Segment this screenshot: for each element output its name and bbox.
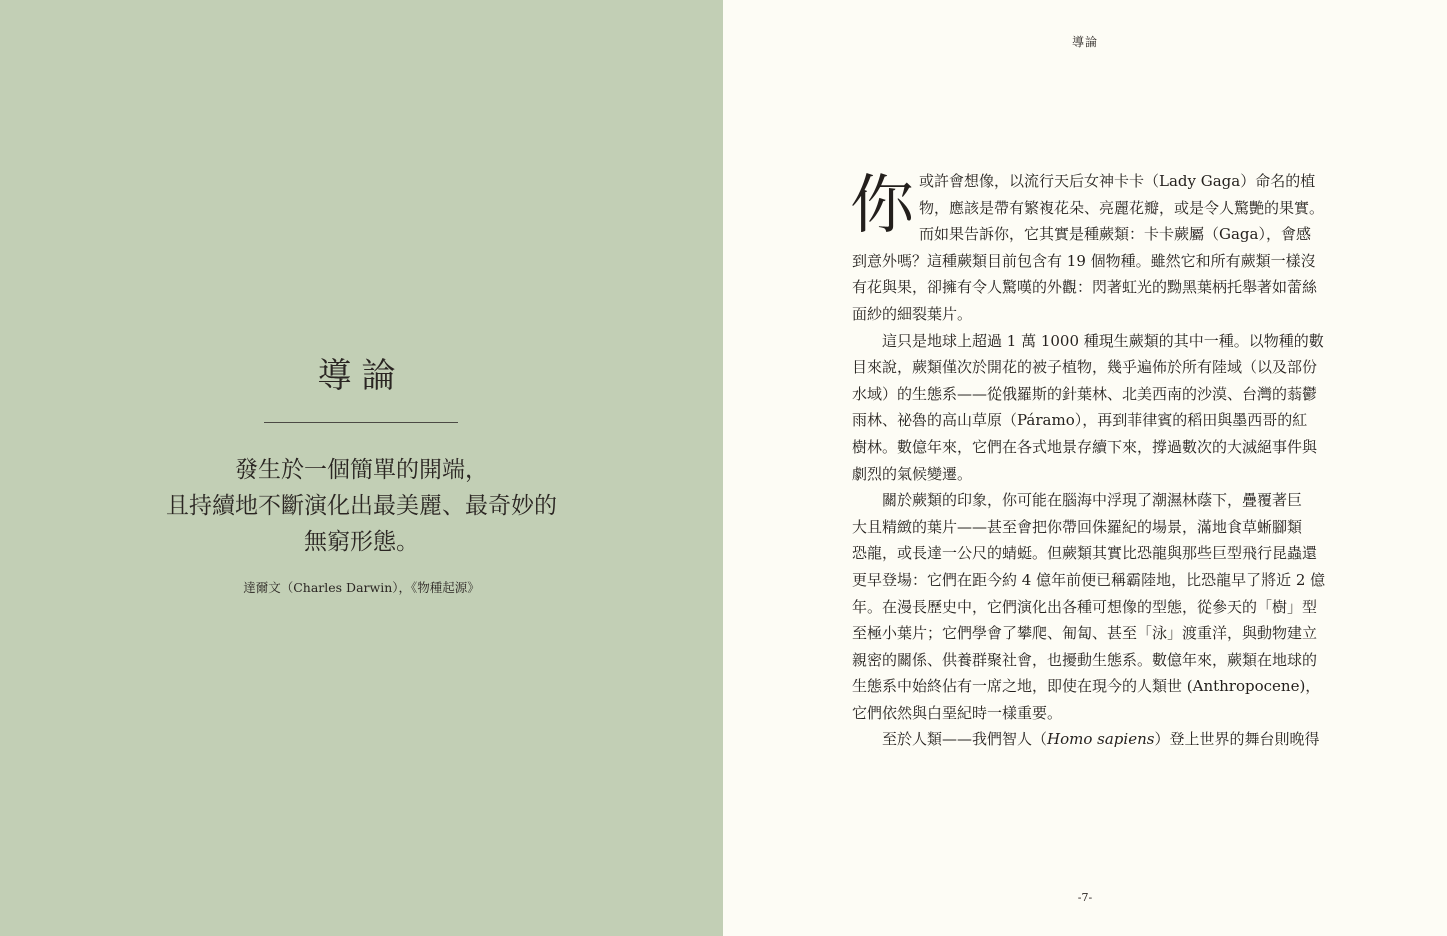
- text-line: 或許會想像，以流行天后女神卡卡（Lady Gaga）命名的植: [919, 172, 1316, 190]
- text-line: 大且精緻的葉片——甚至會把你帶回侏羅紀的場景，滿地食草蜥腳類: [852, 517, 1303, 536]
- text-line: 更早登場：它們在距今約 4 億年前便已稱霸陸地，比恐龍早了將近 2 億: [852, 570, 1326, 589]
- epigraph: [0, 452, 723, 560]
- title-divider: [264, 422, 458, 423]
- text-line: 雨林、祕魯的高山草原（Páramo），再到菲律賓的稻田與墨西哥的紅: [852, 411, 1308, 430]
- drop-cap: 你: [850, 169, 914, 243]
- text-line: 水域）的生態系——從俄羅斯的針葉林、北美西南的沙漠、台灣的蓊鬱: [852, 384, 1318, 403]
- text-span: ）登上世界的舞台則晚得: [1154, 730, 1320, 749]
- text-line: 面紗的細裂葉片。: [852, 304, 973, 323]
- epigraph-line: 無窮形態。: [304, 529, 419, 555]
- epigraph-attribution: 達爾文（Charles Darwin），《物種起源》: [243, 580, 480, 595]
- epigraph-line: 發生於一個簡單的開端，: [235, 457, 488, 483]
- text-line: 而如果告訴你，它其實是種蕨類：卡卡蕨屬（Gaga），會感: [919, 225, 1311, 244]
- text-line: 它們依然與白堊紀時一樣重要。: [852, 703, 1063, 722]
- italic-term: Homo sapiens: [1047, 730, 1155, 749]
- text-line: 親密的關係、供養群聚社會，也擾動生態系。數億年來，蕨類在地球的: [852, 650, 1318, 669]
- text-line: 樹林。數億年來，它們在各式地景存續下來，撐過數次的大滅絕事件與: [852, 437, 1318, 456]
- epigraph-line: 且持續地不斷演化出最美麗、最奇妙的: [166, 493, 557, 519]
- text-line: 年。在漫長歷史中，它們演化出各種可想像的型態，從參天的「樹」型: [852, 597, 1318, 616]
- text-line: [852, 726, 1326, 753]
- running-head: 導論: [1071, 35, 1098, 49]
- text-span: 至於人類——我們智人（: [882, 730, 1048, 749]
- left-page: [0, 0, 723, 936]
- text-line: 物，應該是帶有繁複花朵、亮麗花瓣，或是令人驚艷的果實。: [919, 198, 1325, 217]
- page-number: -7-: [1077, 891, 1093, 904]
- text-line: 這只是地球上超過 1 萬 1000 種現生蕨類的其中一種。以物種的數: [882, 331, 1324, 350]
- text-line: 恐龍，或長達一公尺的蜻蜓。但蕨類其實比恐龍與那些巨型飛行昆蟲還: [852, 544, 1318, 563]
- text-line: 目來說，蕨類僅次於開花的被子植物，幾乎遍佈於所有陸域（以及部份: [852, 358, 1318, 377]
- body-text: [852, 168, 1326, 753]
- text-line: 劇烈的氣候變遷。: [852, 464, 973, 483]
- right-page: [723, 0, 1447, 936]
- chapter-title: 導論: [317, 356, 406, 396]
- text-line: 到意外嗎？這種蕨類目前包含有 19 個物種。雖然它和所有蕨類一樣沒: [852, 251, 1316, 270]
- text-line: 有花與果，卻擁有令人驚嘆的外觀：閃著虹光的黝黑葉柄托舉著如蕾絲: [852, 278, 1318, 297]
- text-line: 關於蕨類的印象，你可能在腦海中浮現了潮濕林蔭下，疊覆著巨: [882, 491, 1303, 510]
- text-line: 生態系中始終佔有一席之地，即使在現今的人類世 (Anthropocene)，: [852, 677, 1321, 696]
- text-line: 至極小葉片；它們學會了攀爬、匍匐、甚至「泳」渡重洋，與動物建立: [852, 624, 1318, 643]
